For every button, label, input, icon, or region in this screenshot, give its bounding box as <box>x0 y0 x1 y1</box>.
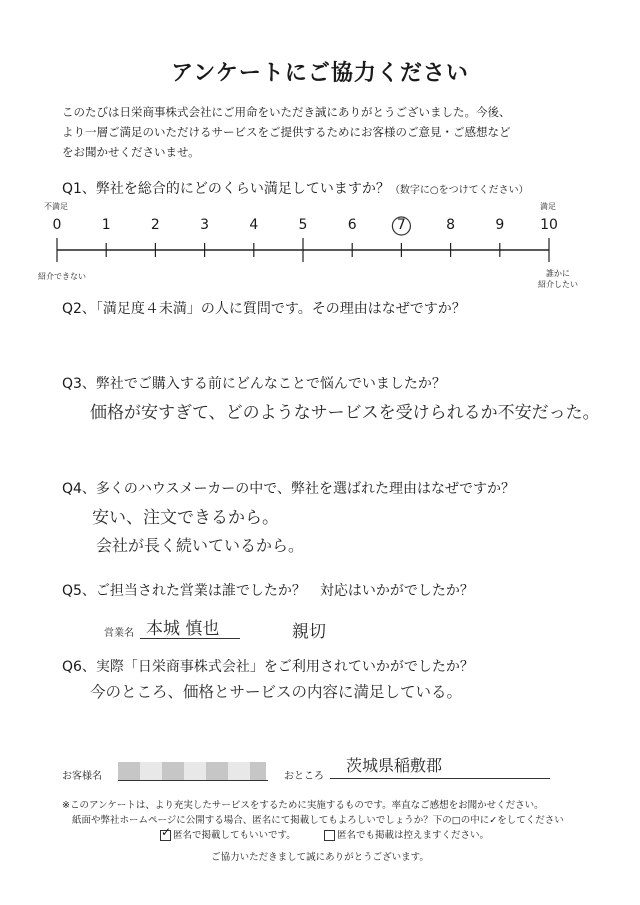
customer-name-redacted <box>118 762 266 780</box>
scale-number: 10 <box>540 217 558 233</box>
q1-label: Q1、弊社を総合的にどのくらい満足していますか？ <box>62 181 390 197</box>
scale-number: 8 <box>446 217 456 233</box>
option-label: 匿名で掲載してもいいです。 <box>173 830 296 841</box>
scale-number: 2 <box>150 217 160 233</box>
scale-number: 9 <box>495 217 505 233</box>
q6-question: Q6、実際「日栄商事株式会社」をご利用されていかがでしたか？ <box>62 659 474 675</box>
scale-number: 4 <box>249 217 259 233</box>
customer-name-label: お客様名 <box>62 771 102 782</box>
q2-question: Q2、「満足度４未満」の人に質問です。その理由はなぜですか？ <box>62 301 466 317</box>
scale-number: 0 <box>52 217 62 233</box>
scale-number: 1 <box>101 217 111 233</box>
address-label: おところ <box>284 771 324 782</box>
q4-answer-line: 安い、注文できるから。 <box>92 508 279 528</box>
rep-name-value: 本城 慎也 <box>146 619 220 639</box>
option-label: 匿名でも掲載は控えますください。 <box>337 830 490 841</box>
footer-note: ※このアンケートは、より充実したサービスをするために実施するものです。率直なご感想をお聞かせください。 <box>62 800 544 811</box>
scale-number: 6 <box>347 217 357 233</box>
q1-note: （数字に○をつけてください） <box>389 185 529 196</box>
option-anonymous-ok[interactable] <box>160 827 296 841</box>
customer-name-underline <box>118 780 268 781</box>
rep-name-label: 営業名 <box>104 628 134 639</box>
address-value: 茨城県稲敷郡 <box>346 756 443 775</box>
q6-answer: 今のところ、価格とサービスの内容に満足している。 <box>90 683 463 701</box>
page-title: アンケートにご協力ください <box>171 61 469 86</box>
scale-number: 5 <box>298 217 308 233</box>
checkbox[interactable] <box>160 825 172 841</box>
scale-right-bottom-label <box>538 268 578 290</box>
footer-note: 紙面や弊社ホームページに公開する場合、匿名にて掲載してもよろしいでしょうか？下の□の中に✓をしてください <box>72 815 564 826</box>
scale-left-top-label: 不満足 <box>44 202 68 211</box>
scale-right-bottom-line: 誰かに <box>546 269 570 278</box>
q3-question: Q3、弊社でご購入する前にどんなことで悩んでいましたか？ <box>62 376 446 392</box>
intro-line: このたびは日栄商事株式会社にご用命をいただき誠にありがとうございました。今後、 <box>62 105 511 119</box>
option-no-publish[interactable] <box>324 827 489 841</box>
checkbox[interactable] <box>324 830 335 841</box>
q3-answer: 価格が安すぎて、どのようなサービスを受けられるか不安だった。 <box>90 403 600 423</box>
checkmark-icon: ✓ <box>161 825 172 839</box>
scale-left-bottom-label: 紹介できない <box>38 272 86 281</box>
scale-right-bottom-line: 紹介したい <box>538 280 578 289</box>
q4-question: Q4、多くのハウスメーカーの中で、弊社を選ばれた理由はなぜですか？ <box>62 481 515 497</box>
q5-comment: 親切 <box>292 622 326 642</box>
intro-line: をお聞かせくださいませ。 <box>62 145 200 159</box>
rep-name-underline <box>140 638 240 639</box>
thanks-message: ご協力いただきまして誠にありがとうございます。 <box>211 852 429 863</box>
scale-number: 3 <box>200 217 210 233</box>
scale-number: 7 <box>396 217 406 233</box>
address-underline <box>330 778 550 779</box>
q5-question: Q5、ご担当された営業は誰でしたか？ 対応はいかがでしたか？ <box>62 583 474 599</box>
scale-right-top-label: 満足 <box>540 202 556 211</box>
q4-answer-line: 会社が長く続いているから。 <box>96 536 305 555</box>
intro-line: より一層ご満足のいただけるサービスをご提供するためにお客様のご意見・ご感想など <box>62 125 511 139</box>
